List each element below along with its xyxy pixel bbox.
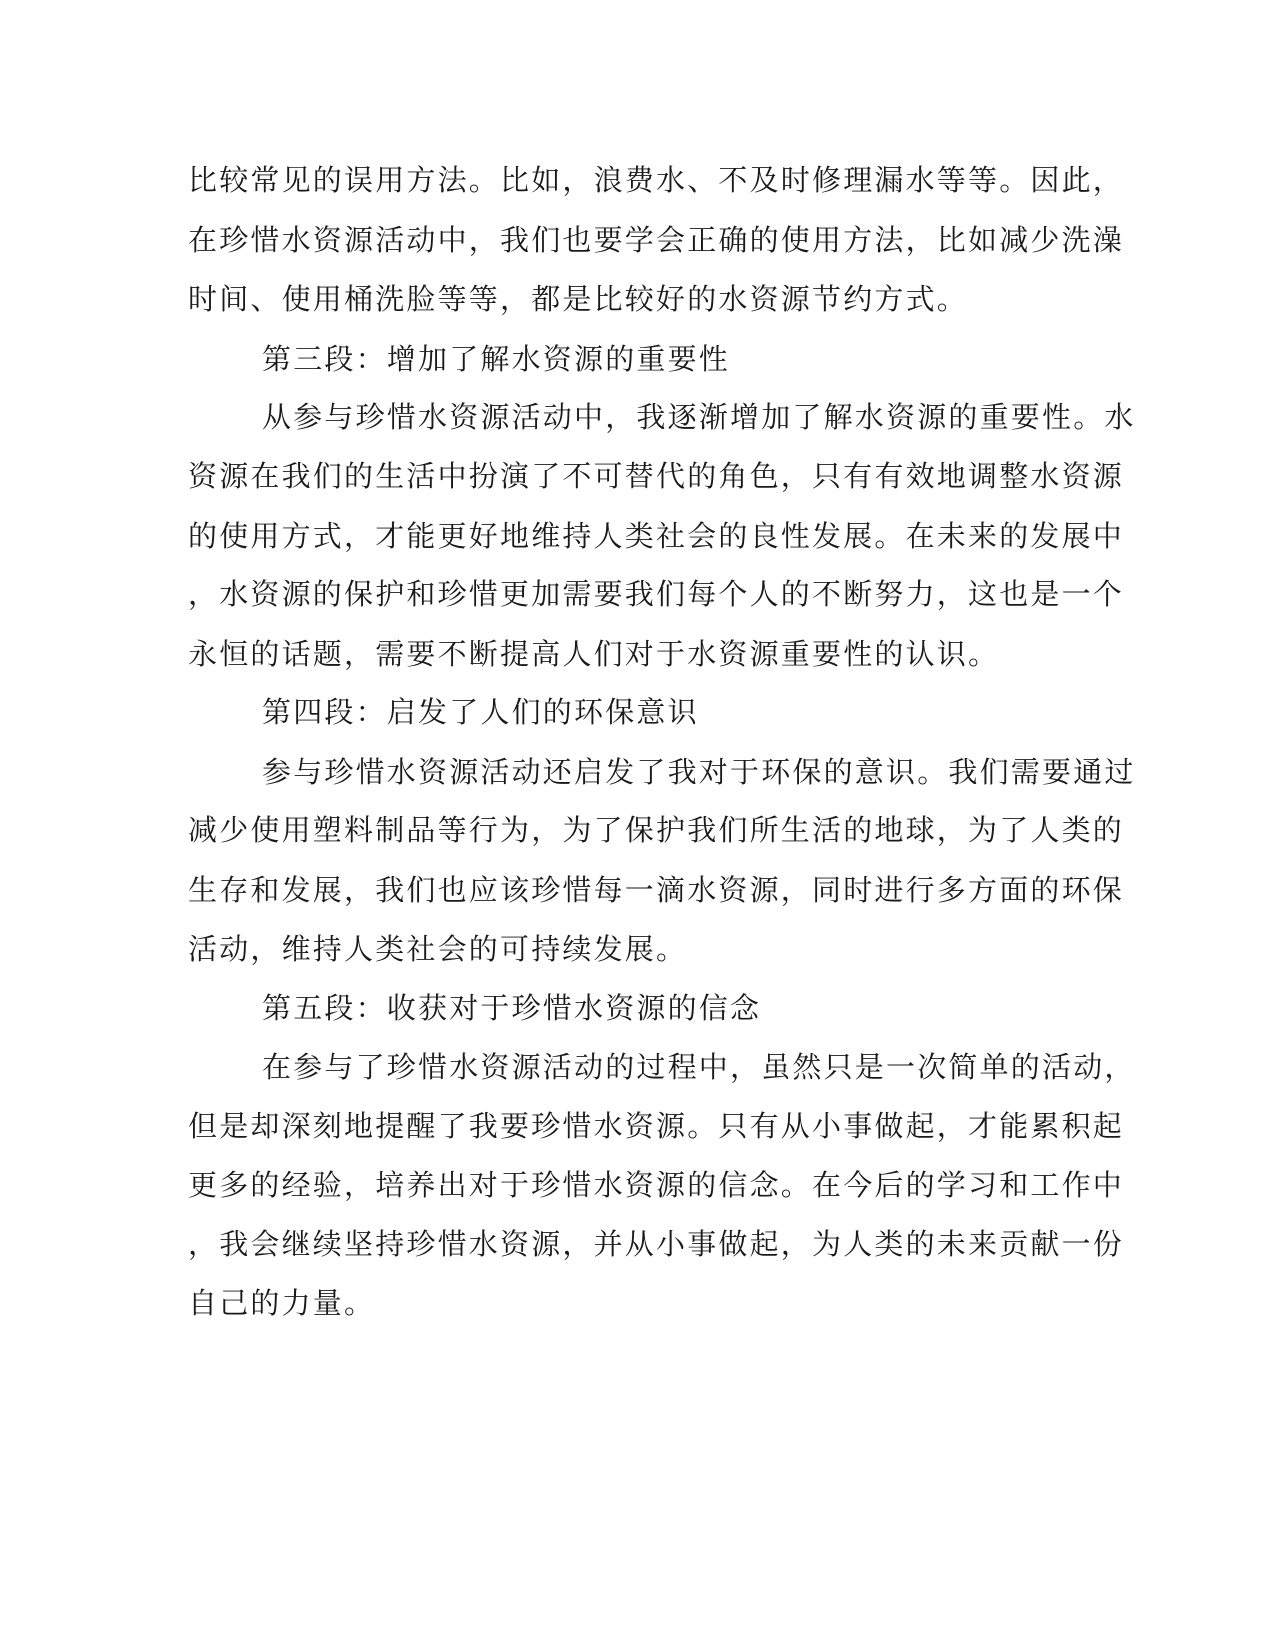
body-text-line: 活动，维持人类社会的可持续发展。	[188, 932, 688, 966]
body-text-line: ，水资源的保护和珍惜更加需要我们每个人的不断努力，这也是一个	[188, 577, 1125, 611]
body-text-line: 更多的经验，培养出对于珍惜水资源的信念。在今后的学习和工作中	[188, 1168, 1125, 1202]
section-heading-3: 第三段：增加了解水资源的重要性	[262, 342, 731, 376]
section-heading-5: 第五段：收获对于珍惜水资源的信念	[262, 991, 762, 1025]
body-text-line: 但是却深刻地提醒了我要珍惜水资源。只有从小事做起，才能累积起	[188, 1109, 1125, 1143]
body-text-line: 资源在我们的生活中扮演了不可替代的角色，只有有效地调整水资源	[188, 459, 1125, 493]
body-text-line: 永恒的话题，需要不断提高人们对于水资源重要性的认识。	[188, 637, 1000, 671]
body-text-line: 时间、使用桶洗脸等等，都是比较好的水资源节约方式。	[188, 282, 969, 316]
body-text-line: 从参与珍惜水资源活动中，我逐渐增加了解水资源的重要性。水	[262, 400, 1136, 434]
body-text-line: 比较常见的误用方法。比如，浪费水、不及时修理漏水等等。因此，	[188, 163, 1125, 197]
body-text-line: ，我会继续坚持珍惜水资源，并从小事做起，为人类的未来贡献一份	[188, 1227, 1125, 1261]
section-heading-4: 第四段：启发了人们的环保意识	[262, 695, 699, 729]
body-text-line: 参与珍惜水资源活动还启发了我对于环保的意识。我们需要通过	[262, 755, 1136, 789]
body-text-line: 减少使用塑料制品等行为，为了保护我们所生活的地球，为了人类的	[188, 813, 1125, 847]
body-text-line: 在参与了珍惜水资源活动的过程中，虽然只是一次简单的活动，	[262, 1050, 1136, 1084]
body-text-line: 生存和发展，我们也应该珍惜每一滴水资源，同时进行多方面的环保	[188, 873, 1125, 907]
body-text-line: 自己的力量。	[188, 1286, 376, 1320]
body-text-line: 的使用方式，才能更好地维持人类社会的良性发展。在未来的发展中	[188, 519, 1125, 553]
body-text-line: 在珍惜水资源活动中，我们也要学会正确的使用方法，比如减少洗澡	[188, 223, 1125, 257]
